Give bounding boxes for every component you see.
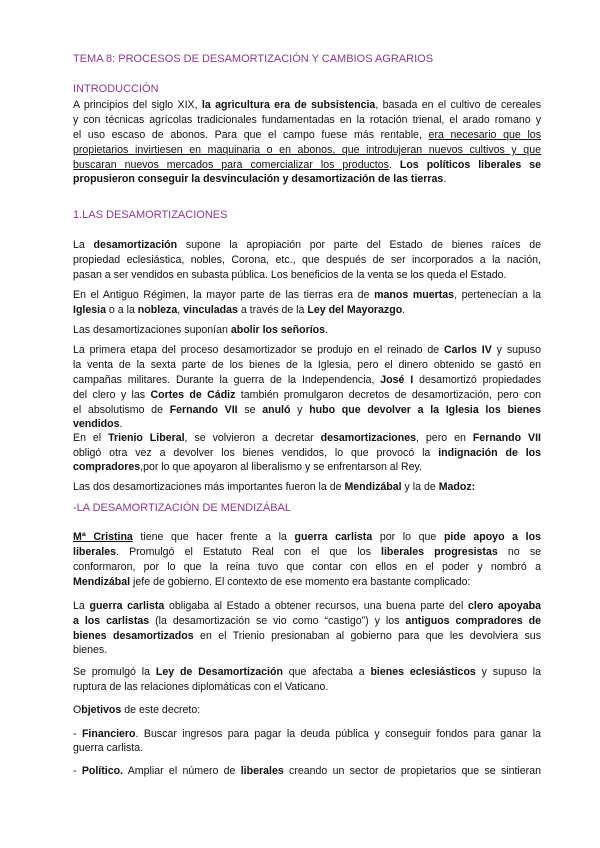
text-run: a los carlistas — [73, 615, 150, 627]
text-run: Madoz: — [438, 481, 476, 493]
text-run: por lo que — [372, 531, 444, 543]
text-run: bienes desamortizados — [73, 630, 194, 642]
text-run: liberales — [73, 546, 116, 558]
text-line — [73, 388, 541, 402]
text-run: , pero en — [416, 432, 473, 444]
text-run: buscaran nuevos mercados — [73, 159, 222, 171]
text-run: conformaron, por lo que la reina tuvo que contar con ellos en el poder y nombró a — [73, 561, 541, 573]
text-run: , — [177, 304, 184, 316]
text-line — [73, 288, 541, 302]
text-run: a través de la — [237, 304, 308, 316]
text-run: . Promulgó el Estatuto Real con el que los — [116, 546, 382, 558]
text-run: desamortizaciones — [320, 432, 417, 444]
text-run: Político. — [81, 765, 124, 777]
text-line — [73, 741, 541, 755]
text-run: que afectaba a — [282, 666, 371, 678]
text-run: ruptura de las relaciones diplomáticas con el Vaticano. — [73, 681, 329, 693]
text-run: el absolutismo de — [73, 404, 170, 416]
text-run: campañas militares. Durante la guerra de la Independencia, — [73, 374, 381, 386]
text-run: . — [388, 159, 400, 171]
text-run: O — [73, 704, 82, 716]
document-title — [73, 52, 541, 66]
text-run: propietarios invirtiesen en maquinaria — [73, 144, 267, 156]
text-run: José I — [380, 374, 414, 386]
text-run: o en abonos, que introdujeran nuevos cultivos y que — [266, 144, 541, 156]
text-run: y supuso la — [475, 666, 541, 678]
text-line — [73, 629, 541, 643]
text-line — [73, 530, 541, 544]
text-run: . — [443, 173, 447, 185]
text-run: . — [119, 418, 123, 430]
text-run: la agricultura era de subsistencia — [201, 99, 376, 111]
text-line — [73, 323, 541, 337]
text-line — [73, 143, 541, 157]
text-run: Fernando VII — [169, 404, 238, 416]
text-run: Mendizábal — [344, 481, 402, 493]
text-run: Ley del Mayorazgo — [307, 304, 403, 316]
text-run: (la desamortización se vio como “castigo”) y los — [149, 615, 406, 627]
section-heading-mendizabal — [73, 501, 541, 515]
text-run: Fernando VII — [472, 432, 541, 444]
text-line — [73, 128, 541, 142]
text-run: obligó otra vez a devolver los bienes vendidos, lo que provocó la — [73, 447, 439, 459]
text-line — [73, 643, 541, 657]
text-run: La primera etapa del proceso desamortizador se produjo en el reinado de — [73, 344, 444, 356]
text-line — [73, 373, 541, 387]
text-run: vinculadas — [183, 304, 238, 316]
text-run: . — [402, 304, 406, 316]
text-run: de este decreto: — [121, 704, 201, 716]
text-line — [73, 599, 541, 613]
text-line — [73, 431, 541, 445]
text-line — [73, 303, 541, 317]
text-line — [73, 614, 541, 628]
text-run: pide apoyo a los — [443, 531, 541, 543]
text-line — [73, 575, 541, 589]
text-run: pasan a ser vendidos en subasta pública. Los beneficios de la venta se los queda el Estado. — [73, 269, 507, 281]
text-run: supone la apropiación por parte del Estado de bienes raíces de — [177, 239, 541, 251]
text-run: nobleza — [137, 304, 178, 316]
text-line — [73, 358, 541, 372]
text-run: TEMA 8: PROCESOS DE DESAMORTIZACIÓN Y CAMBIOS AGRARIOS — [73, 53, 434, 65]
text-run: obligaba al Estado a obtener recursos, una buena parte del — [164, 600, 468, 612]
text-run: Mendizábal — [73, 576, 131, 588]
text-run: y supuso — [491, 344, 541, 356]
text-run: antiguos compradores de — [405, 615, 541, 627]
text-line — [73, 446, 541, 460]
text-run: también promulgaron decretos de desamortización, pero con — [235, 389, 541, 401]
text-run: bienes. — [73, 644, 108, 656]
text-run: bienes eclesiásticos — [370, 666, 476, 678]
text-run: bjetivos — [81, 704, 122, 716]
text-run: compradores — [73, 461, 141, 473]
text-line — [73, 665, 541, 679]
text-run: la venta de la sexta parte de los bienes de la Iglesia, pero el dinero obtenido se gastó en — [73, 359, 541, 371]
text-run: desamortización — [93, 239, 178, 251]
text-run: En el — [73, 432, 109, 444]
text-run: clero apoyaba — [468, 600, 541, 612]
text-run: . — [325, 324, 328, 336]
text-line — [73, 343, 541, 357]
text-line — [73, 158, 541, 172]
text-run: manos muertas — [374, 289, 455, 301]
text-run: en el Trienio presionaban al gobierno para que les devolviera sus — [193, 630, 541, 642]
text-run: Las desamortizaciones suponían — [73, 324, 231, 336]
text-run: Se promulgó la — [73, 666, 156, 678]
text-run: del clero y las — [73, 389, 151, 401]
text-run: vendidos — [73, 418, 120, 430]
text-run: o a la — [105, 304, 138, 316]
text-line — [73, 238, 541, 252]
text-run: jefe de gobierno. El contexto de ese momento era bastante complicado: — [130, 576, 471, 588]
text-line — [73, 268, 541, 282]
text-line — [73, 560, 541, 574]
text-run: La — [73, 600, 90, 612]
text-run: Carlos IV — [443, 344, 492, 356]
section-heading-desamortizaciones — [73, 208, 541, 222]
text-run: propiedad eclesiástica, nobles, Corona, etc., que después de ser incorporados a la nación, — [73, 254, 541, 266]
text-run: Trienio Liberal — [108, 432, 185, 444]
text-run: , pertenecían a la — [454, 289, 541, 301]
text-line — [73, 680, 541, 694]
text-run: y con técnicas agrícolas tradicionales fundamentadas en la rotación trienal, el arado romano y — [73, 114, 541, 126]
text-run: . Buscar ingresos para pagar la deuda pública y conseguir fondos para ganar la — [135, 728, 541, 740]
text-run: no se — [497, 546, 541, 558]
text-line — [73, 460, 541, 474]
text-run: hubo que devolver a la Iglesia los bienes — [309, 404, 541, 416]
text-run: ,por lo que apoyaron al liberalismo y se enfrentarson al Rey. — [140, 461, 422, 473]
text-run: se — [237, 404, 263, 416]
text-run: guerra carlista — [89, 600, 165, 612]
text-run: guerra carlista. — [73, 742, 144, 754]
text-line — [73, 417, 541, 431]
text-run: creando un sector de propietarios que se sintieran — [283, 765, 541, 777]
text-run: liberales — [240, 765, 284, 777]
text-run: -LA DESAMORTIZACIÓN DE MENDIZÁBAL — [73, 502, 292, 514]
text-run: liberales progresistas — [381, 546, 498, 558]
text-line — [73, 172, 541, 186]
text-run: era necesario que los — [428, 129, 541, 141]
text-run: Iglesia — [73, 304, 106, 316]
text-line — [73, 764, 541, 778]
text-run: En el Antiguo Régimen, la mayor parte de las tierras era de — [73, 289, 375, 301]
text-run: Ampliar el número de — [123, 765, 241, 777]
text-run: - — [73, 765, 82, 777]
text-run: tiene que hacer frente a la — [132, 531, 295, 543]
text-run: Los políticos liberales se — [399, 159, 541, 171]
text-line — [73, 480, 541, 494]
text-run: - — [73, 728, 82, 740]
text-run: para comercializar los productos — [221, 159, 389, 171]
text-run: abolir los señoríos — [230, 324, 326, 336]
text-run: guerra carlista — [294, 531, 373, 543]
text-run: Financiero — [81, 728, 136, 740]
text-run: Ley de Desamortización — [155, 666, 283, 678]
text-line — [73, 545, 541, 559]
text-run: 1.LAS DESAMORTIZACIONES — [73, 209, 228, 221]
section-heading-introduccion — [73, 82, 541, 96]
text-run: Cortes de Cádiz — [150, 389, 236, 401]
text-line — [73, 727, 541, 741]
text-run: desamortizó propiedades — [413, 374, 541, 386]
text-run: Las dos desamortizaciones más importantes fueron la de — [73, 481, 345, 493]
text-run: , basada en el cultivo de cereales — [375, 99, 541, 111]
text-run: y la de — [401, 481, 439, 493]
text-line — [73, 113, 541, 127]
text-line — [73, 703, 541, 717]
text-run: La — [73, 239, 94, 251]
text-run: , se volvieron a decretar — [184, 432, 321, 444]
text-run: anuló — [262, 404, 291, 416]
text-run: Mª Cristina — [73, 531, 133, 543]
text-line — [73, 403, 541, 417]
text-run: INTRODUCCIÓN — [73, 83, 159, 95]
text-line — [73, 253, 541, 267]
text-line — [73, 98, 541, 112]
text-run: propusieron conseguir la desvinculación y desamortización de las tierras — [73, 173, 444, 185]
text-run: A principios del siglo XIX, — [73, 99, 202, 111]
text-run: el uso escaso de abonos. Para que el campo fuese más rentable, — [73, 129, 429, 141]
text-run: y — [290, 404, 310, 416]
text-run: indignación de los — [438, 447, 541, 459]
